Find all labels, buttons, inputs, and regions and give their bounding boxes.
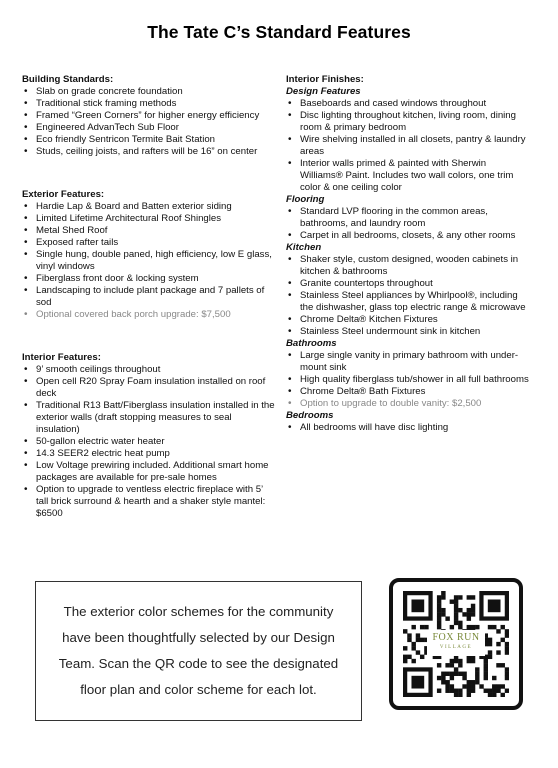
logo-line-1: FOX RUN: [432, 632, 480, 643]
list-item: • 14.3 SEER2 electric heat pump: [22, 448, 277, 460]
flooring-heading: Flooring: [286, 194, 325, 205]
list-item: • Wire shelving installed in all closets, pantry & laundry areas: [286, 134, 531, 158]
bedrooms-heading: Bedrooms: [286, 410, 334, 421]
list-item: • Standard LVP flooring in the common areas, bathrooms, and laundry room: [286, 206, 531, 230]
fox-run-village-logo: [427, 630, 485, 656]
list-item: • Low Voltage prewiring included. Additional smart home packages are available for pre-sale homes: [22, 460, 277, 484]
bathrooms-list: [286, 350, 531, 410]
kitchen-heading: Kitchen: [286, 242, 322, 253]
bathrooms-heading: Bathrooms: [286, 338, 337, 349]
flooring-list: [286, 206, 531, 242]
list-item: • Fiberglass front door & locking system: [22, 273, 277, 285]
list-item: • Metal Shed Roof: [22, 225, 277, 237]
logo-line-2: VILLAGE: [439, 645, 473, 650]
list-item: • Chrome Delta® Bath Fixtures: [286, 386, 531, 398]
notice-text: The exterior color schemes for the community have been thoughtfully selected by our Design Team. Scan the QR code to see the designated floor plan and color scheme for each lot.: [58, 604, 339, 697]
list-item: • Landscaping to include plant package and 7 pallets of sod: [22, 285, 277, 309]
list-item: • Granite countertops throughout: [286, 278, 531, 290]
exterior-features-list: [22, 201, 277, 321]
list-item: • Slab on grade concrete foundation: [22, 86, 277, 98]
qr-code[interactable]: [389, 578, 523, 710]
list-item: • Eco friendly Sentricon Termite Bait Station: [22, 134, 277, 146]
list-item: • Large single vanity in primary bathroom with under-mount sink: [286, 350, 531, 374]
list-item: • Engineered AdvanTech Sub Floor: [22, 122, 277, 134]
list-item: • Carpet in all bedrooms, closets, & any other rooms: [286, 230, 531, 242]
list-item: • Chrome Delta® Kitchen Fixtures: [286, 314, 531, 326]
kitchen-list: [286, 254, 531, 338]
list-item: • Single hung, double paned, high efficiency, low E glass, vinyl windows: [22, 249, 277, 273]
building-standards-list: [22, 86, 277, 158]
list-item: • High quality fiberglass tub/shower in all full bathrooms: [286, 374, 531, 386]
interior-finishes-heading: Interior Finishes:: [286, 74, 364, 85]
design-features-heading: Design Features: [286, 86, 361, 97]
list-item: • Interior walls primed & painted with Sherwin Williams® Paint. Includes two wall colors, one trim color & one ceiling color: [286, 158, 531, 194]
list-item: • Baseboards and cased windows throughout: [286, 98, 531, 110]
building-standards-heading: Building Standards:: [22, 74, 114, 85]
vanity-upgrade-option: • Option to upgrade to double vanity: $2,500: [286, 398, 531, 410]
list-item: • Shaker style, custom designed, wooden cabinets in kitchen & bathrooms: [286, 254, 531, 278]
list-item: • Limited Lifetime Architectural Roof Shingles: [22, 213, 277, 225]
right-column: [286, 74, 531, 434]
list-item: • Studs, ceiling joists, and rafters will be 16” on center: [22, 146, 277, 158]
design-features-list: [286, 98, 531, 194]
list-item: • 50-gallon electric water heater: [22, 436, 277, 448]
porch-upgrade-option: • Optional covered back porch upgrade: $7,500: [22, 309, 277, 321]
list-item: • Framed “Green Corners” for higher energy efficiency: [22, 110, 277, 122]
interior-features-heading: Interior Features:: [22, 352, 101, 363]
exterior-features-heading: Exterior Features:: [22, 189, 105, 200]
interior-features-list: [22, 364, 277, 520]
list-item: • Hardie Lap & Board and Batten exterior siding: [22, 201, 277, 213]
list-item: • Stainless Steel appliances by Whirlpool®, including the dishwasher, glass top electric range & microwave: [286, 290, 531, 314]
list-item: • Traditional R13 Batt/Fiberglass insulation installed in the exterior walls (draft stopping measures to seal insulation): [22, 400, 277, 436]
list-item: • Stainless Steel undermount sink in kitchen: [286, 326, 531, 338]
color-scheme-notice: [35, 581, 362, 721]
list-item: • 9’ smooth ceilings throughout: [22, 364, 277, 376]
list-item: • Disc lighting throughout kitchen, living room, dining room & primary bedroom: [286, 110, 531, 134]
left-column: [22, 74, 277, 520]
list-item: • Traditional stick framing methods: [22, 98, 277, 110]
list-item: • Open cell R20 Spray Foam insulation installed on roof deck: [22, 376, 277, 400]
list-item: • Option to upgrade to ventless electric fireplace with 5’ tall brick surround & hearth and a shaker style mantel: $6500: [22, 484, 277, 520]
list-item: • All bedrooms will have disc lighting: [286, 422, 531, 434]
page-title: The Tate C’s Standard Features: [147, 22, 411, 42]
bedrooms-list: [286, 422, 531, 434]
list-item: • Exposed rafter tails: [22, 237, 277, 249]
